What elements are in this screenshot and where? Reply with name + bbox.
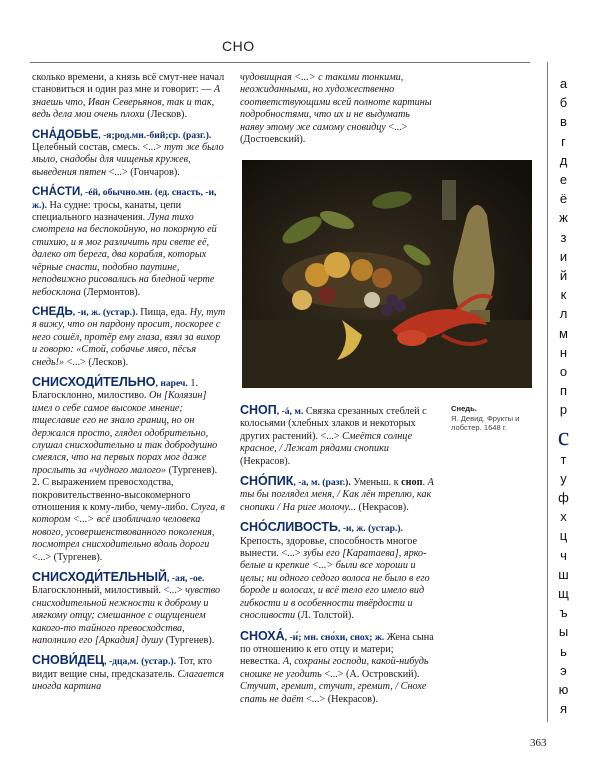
alphabet-letter-20[interactable]: у: [560, 470, 567, 486]
entry-continuation: сколько времени, а князь всё смут-нее начал становиться и один раз мне и говорит: — А знаешь что, Иван Северьянов, так и так, ведь дела мои очень плохи (Лесков).: [32, 72, 225, 121]
alphabet-letter-14[interactable]: н: [559, 344, 568, 360]
alphabet-letter-4[interactable]: д: [559, 152, 568, 168]
headword: СНА́СТИ: [32, 186, 81, 199]
alphabet-letter-25[interactable]: ш: [558, 566, 569, 582]
entry-snopik: СНО́ПИК, -а, м. (разг.). Уменьш. к сноп. А ты бы поглядел меня, / Как лён треплю, как снопики / На риге молочу... (Некрасов).: [240, 474, 434, 513]
entry-snovidets-continued: чудовищная <...> с такими тонкими, неожиданными, но художественно соответствующими всей полноте картины подробностями, что их и не выдумать наяву этому же самому сновидцу <...> (Достоевский).: [240, 72, 432, 146]
alphabet-letter-6[interactable]: ё: [559, 191, 568, 207]
entry-sniskhoditelny: СНИСХОДИ́ТЕЛЬНЫЙ, -ая, -ое. Благосклонный, милостивый. <...> чувство снисходительной нежности к доброму и мягкому отцу; смешанное с ощущением какого-то тайного превосходства, наполнило его [Аркадия] душу (Тургенев).: [32, 570, 221, 647]
headword: СНОП: [240, 403, 277, 417]
headword: СНОХА́: [240, 628, 285, 643]
alphabet-letter-5[interactable]: е: [559, 172, 568, 187]
alphabet-letter-3[interactable]: г: [561, 133, 566, 149]
entry-snokha: СНОХА́, -и́; мн. сно́хи, снох; ж. Жена сына по отношению к его отцу и матери; невестка. А, сохраны господи, какой-нибудь сношке не угодить <...> (А. Островский). Стучит, гремит, стучит, гремит, / Снохе спать не даёт <...> (Некрасов).: [240, 628, 434, 705]
alphabet-letter-26[interactable]: щ: [558, 586, 569, 601]
entry-snasti: СНА́СТИ, -éй, обычно.мн. (ед. снасть, -и, ж.). На судне: тросы, канаты, цепи специального назначения. Луна тихо смотрела на беспокойную, но покорную ей стихию, и я мог различить при свете её, далеко от берега, два корабля, которых чёрные снасти, подобно паутине, неподвижно рисовались на бледной черте небосклона (Лермонтов).: [32, 186, 217, 298]
headword: СНИСХОДИ́ТЕЛЬНО: [32, 374, 156, 389]
left-column: [32, 72, 226, 701]
headword: СНЕДЬ: [32, 305, 73, 318]
header-rule: [30, 62, 530, 63]
alphabet-letter-11[interactable]: к: [560, 287, 567, 303]
alphabet-letter-7[interactable]: ж: [559, 210, 568, 226]
alphabet-letter-18[interactable]: с: [557, 421, 570, 451]
alphabet-letter-19[interactable]: т: [560, 451, 567, 467]
running-head: СНО: [222, 38, 255, 54]
painting-illustration: [242, 160, 532, 388]
alphabet-letter-29[interactable]: ь: [560, 643, 567, 659]
alphabet-letter-30[interactable]: э: [560, 662, 567, 678]
alphabet-letter-1[interactable]: б: [559, 95, 568, 111]
entry-snop: СНОП, -á, м. Связка срезанных стеблей с колосьями (хлебных злаков и некоторых других растений). <...> Смеётся солнце красное, / Лежат рядами снопики (Некрасов).: [240, 403, 427, 467]
entry-snadobye: СНА́ДОБЬЕ, -я;род.мн.-бий;ср. (разг.). Целебный состав, смесь. <...> тут же было мыло, снадобы для чищенья кружев, выведения пятен <...> (Гончаров).: [32, 128, 224, 178]
alphabet-letter-2[interactable]: в: [560, 114, 567, 130]
alphabet-letter-16[interactable]: п: [559, 383, 568, 399]
alphabet-index: [547, 62, 580, 730]
page-number: 363: [530, 737, 547, 749]
headword: СНО́СЛИВОСТЬ: [240, 520, 339, 535]
headword: СНА́ДОБЬЕ: [32, 128, 99, 141]
entry-sned: СНЕДЬ, -и, ж. (устар.). Пища, еда. Ну, тут я вижу, что он пардону просит, поскорее с него сошёл, протёр ему глаза, взял за вихор и говорю: «Стой, собачье мясо, пёсья снедь!» <...> (Лесков).: [32, 305, 226, 368]
still-life-painting: [242, 160, 532, 388]
alphabet-letter-17[interactable]: р: [559, 402, 568, 418]
entry-sniskhoditelno: СНИСХОДИ́ТЕЛЬНО, нареч. 1. Благосклонно, милостиво. Он [Колязин] имел о себе самое высокое мнение; тщеславие его не знало границ, но он держался просто, глядел одобрительно, слушал снисходительно и так добродушно смеялся, что на первых порах мог даже прослыть за «чудного малого» (Тургенев). 2. С выражением превосходства, покровительственно-высокомерного отношения к кому-либо, чему-либо. Слуга, в котором <...> всё изобличало человека нового, усовершенствованного поколения, посмотрел снисходительно вдоль дороги <...> (Тургенев).: [32, 374, 225, 563]
alphabet-letter-24[interactable]: ч: [560, 547, 567, 563]
mid-column-top: [240, 72, 434, 153]
headword: СНИСХОДИ́ТЕЛЬНЫЙ: [32, 570, 168, 585]
alphabet-letter-9[interactable]: и: [559, 248, 568, 264]
mid-column-bottom: [240, 404, 436, 713]
alphabet-letter-22[interactable]: х: [560, 509, 567, 525]
headword: СНО́ПИК: [240, 474, 294, 489]
alphabet-letter-8[interactable]: з: [560, 229, 567, 245]
entry-snovidets: СНОВИ́ДЕЦ, -дца,м. (устар.). Тот, кто видит вещие сны, предсказатель. Слагается иногда картина: [32, 653, 225, 693]
alphabet-letter-27[interactable]: ъ: [559, 605, 568, 621]
alphabet-letter-13[interactable]: м: [559, 325, 568, 341]
headword: СНОВИ́ДЕЦ: [32, 653, 105, 668]
alphabet-letter-31[interactable]: ю: [558, 682, 569, 697]
alphabet-letter-32[interactable]: я: [559, 701, 568, 717]
alphabet-letter-28[interactable]: ы: [558, 624, 569, 640]
entry-snoslivost: СНО́СЛИВОСТЬ, -и, ж. (устар.). Крепость, здоровье, способность многое вынести. <...> зубы его [Каратаева], ярко-белые и крепкие <...> были все хороши и целы; ни одного седого волоса не было в его бороде и волосах, и всё тело его имело вид гибкости и в особенности твёрдости и сносливости (Л. Толстой).: [240, 520, 430, 622]
alphabet-letter-10[interactable]: й: [559, 268, 568, 283]
alphabet-letter-0[interactable]: а: [559, 76, 568, 91]
alphabet-letter-12[interactable]: л: [559, 306, 568, 322]
alphabet-letter-23[interactable]: ц: [559, 528, 568, 544]
alphabet-letter-15[interactable]: о: [559, 364, 568, 379]
alphabet-letter-21[interactable]: ф: [558, 490, 569, 505]
figure-caption: Снедь. Я. Девид. Фрукты и лобстер. 1648 г.: [451, 404, 520, 433]
